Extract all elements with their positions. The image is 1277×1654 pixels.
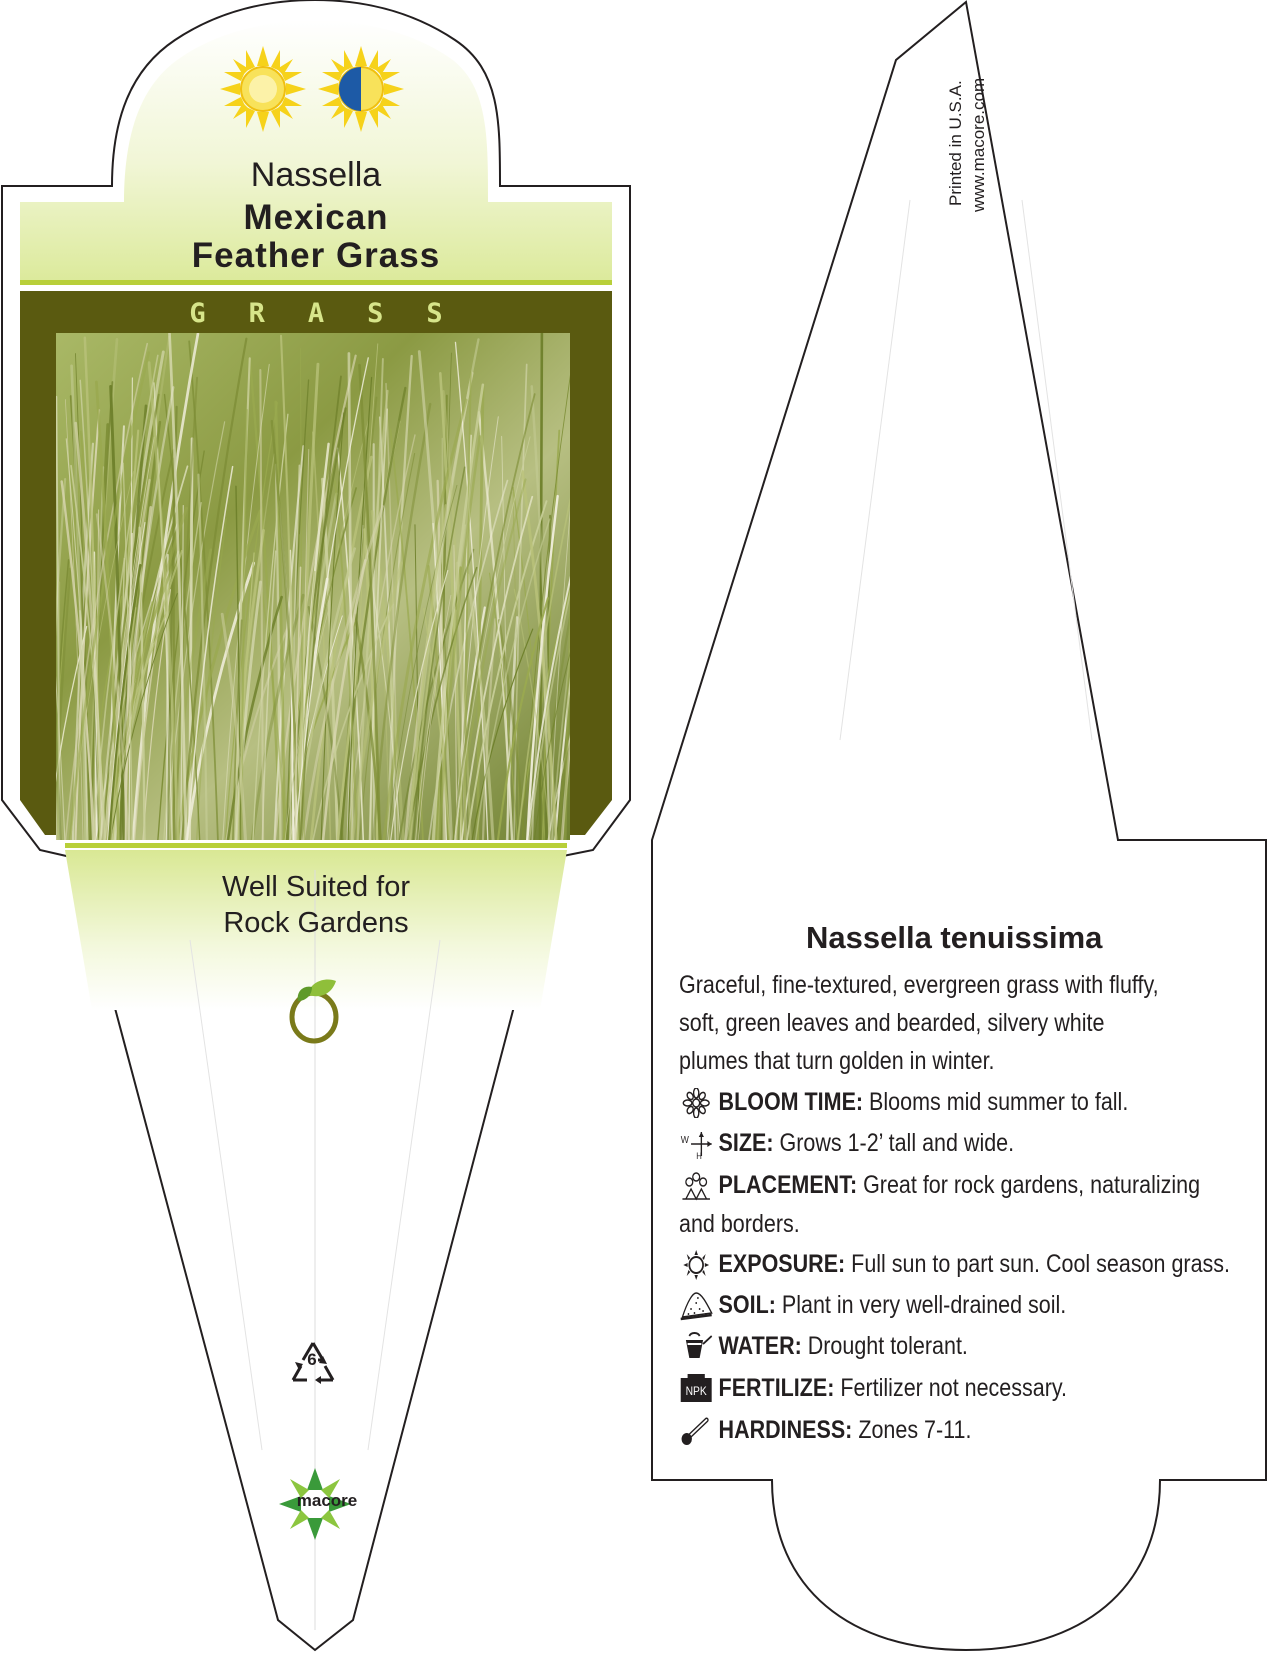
full-sun-icon bbox=[218, 44, 308, 134]
recycle-number: 6 bbox=[307, 1350, 317, 1369]
attr-label: BLOOM TIME: bbox=[718, 1088, 864, 1116]
attr-label: EXPOSURE: bbox=[718, 1250, 846, 1278]
attr-label: PLACEMENT: bbox=[718, 1171, 858, 1199]
size-icon bbox=[679, 1129, 713, 1159]
attr-size bbox=[679, 1129, 1014, 1159]
attr-label: WATER: bbox=[718, 1332, 802, 1360]
grass-photo bbox=[56, 333, 570, 840]
attr-text: Drought tolerant. bbox=[801, 1332, 968, 1360]
tagline-line2: Rock Gardens bbox=[223, 907, 409, 939]
plant-description: Graceful, fine-textured, evergreen grass with fluffy, soft, green leaves and bearded, silvery white plumes that turn golden in winter. bbox=[679, 971, 1159, 1075]
attr-text: Fertilizer not necessary. bbox=[834, 1374, 1068, 1402]
attr-label: HARDINESS: bbox=[718, 1416, 853, 1444]
scientific-name: Nassella tenuissima bbox=[806, 920, 1103, 955]
flower-icon bbox=[679, 1088, 713, 1118]
sun-icon bbox=[679, 1250, 713, 1280]
website-url: www.macore.com bbox=[969, 77, 988, 212]
attr-text: Plant in very well-drained soil. bbox=[775, 1291, 1067, 1319]
soil-icon bbox=[679, 1291, 713, 1321]
placement-icon bbox=[679, 1171, 713, 1201]
npk-icon bbox=[679, 1374, 713, 1404]
attr-fertilize bbox=[679, 1374, 1067, 1404]
size-icon-h: H bbox=[696, 1150, 702, 1160]
front-common-name-line1: Mexican bbox=[243, 198, 389, 237]
plant-category: GRASS bbox=[189, 298, 486, 329]
tagline-line1: Well Suited for bbox=[221, 871, 411, 903]
attr-placement-continuation: and borders. bbox=[679, 1210, 800, 1238]
attr-text: Great for rock gardens, naturalizing bbox=[857, 1171, 1201, 1199]
attr-text: Zones 7-11. bbox=[852, 1416, 972, 1444]
attr-placement bbox=[679, 1171, 1200, 1201]
npk-label: NPK bbox=[685, 1385, 707, 1399]
grass-blade bbox=[58, 582, 59, 840]
attr-label: SIZE: bbox=[718, 1129, 774, 1157]
front-common-name-line2: Feather Grass bbox=[191, 236, 441, 275]
thermometer-icon bbox=[679, 1416, 713, 1446]
macore-brand-text: macore bbox=[296, 1491, 358, 1510]
attr-text: Blooms mid summer to fall. bbox=[863, 1088, 1129, 1116]
watering-can-icon bbox=[679, 1332, 713, 1362]
printed-in-usa: Printed in U.S.A. bbox=[946, 80, 965, 206]
part-sun-icon bbox=[316, 44, 406, 134]
attr-bloom-time bbox=[679, 1088, 1128, 1118]
attr-text: Grows 1-2’ tall and wide. bbox=[773, 1129, 1015, 1157]
attr-exposure bbox=[679, 1250, 1230, 1280]
front-genus: Nassella bbox=[250, 156, 382, 194]
attr-label: FERTILIZE: bbox=[718, 1374, 835, 1402]
leaf-circle-icon bbox=[286, 975, 346, 1045]
attr-label: SOIL: bbox=[718, 1291, 776, 1319]
attr-soil bbox=[679, 1291, 1066, 1321]
attr-hardiness bbox=[679, 1416, 971, 1446]
attr-text: Full sun to part sun. Cool season grass. bbox=[845, 1250, 1231, 1278]
size-icon-w: W bbox=[680, 1134, 689, 1146]
attr-water bbox=[679, 1332, 968, 1362]
